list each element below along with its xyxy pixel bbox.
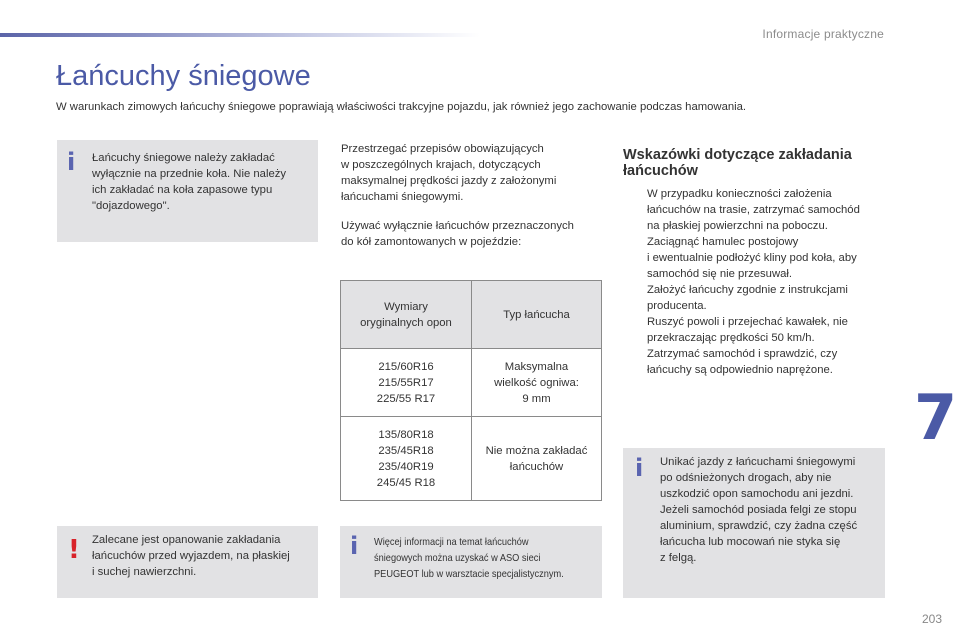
info-box-text: Więcej informacji na temat łańcuchów śniegowych można uzyskać w ASO sieci PEUGEOT lub w warsztacie specjalistycznym. — [374, 536, 564, 580]
table-cell-chain: Nie można zakładać łańcuchów — [472, 417, 602, 501]
list-item: Zatrzymać samochód i sprawdzić, czy łańcuchy są odpowiednio naprężone. — [647, 348, 838, 376]
table-cell-chain: Maksymalna wielkość ogniwa: 9 mm — [472, 349, 602, 417]
table-row — [341, 417, 602, 501]
info-box-more-information — [340, 526, 602, 598]
column-header-tyres: Wymiary oryginalnych opon — [341, 281, 472, 349]
info-icon: i — [635, 454, 644, 482]
info-icon: i — [67, 148, 76, 176]
page-number: 203 — [921, 612, 942, 626]
info-box-alloy-wheels — [623, 448, 885, 598]
warning-box-text: Zalecane jest opanowanie zakładania łańcuchów przed wyjazdem, na płaskiej i suchej nawierzchni. — [92, 534, 290, 578]
info-box-text: Unikać jazdy z łańcuchami śniegowymi po odśnieżonych drogach, aby nie uszkodzić opon samochodu ani jezdni. Jeżeli samochód posiada felgi ze stopu aluminium, sprawdzić, czy żadna część łańcucha lub mocowań nie styka się z felgą. — [660, 456, 858, 564]
list-item: W przypadku konieczności założenia łańcuchów na trasie, zatrzymać samochód na płaskiej powierzchni na poboczu. — [647, 188, 860, 232]
chains-usage-paragraph: Używać wyłącznie łańcuchów przeznaczonych do kół zamontowanych w pojeździe: — [341, 220, 574, 248]
page-title: Łańcuchy śniegowe — [56, 60, 311, 92]
info-icon: i — [350, 532, 359, 560]
warning-icon: ! — [68, 535, 80, 565]
table-cell-tyres: 215/60R16 215/55R17 225/55 R17 — [341, 349, 472, 417]
warning-box — [57, 526, 318, 598]
column-header-chain-type: Typ łańcucha — [472, 281, 602, 349]
list-item: Założyć łańcuchy zgodnie z instrukcjami producenta. — [647, 284, 848, 312]
tips-list — [623, 186, 893, 378]
table-row — [341, 349, 602, 417]
list-item: Ruszyć powoli i przejechać kawałek, nie przekraczając prędkości 50 km/h. — [647, 316, 848, 344]
tips-heading: Wskazówki dotyczące zakładania łańcuchów — [623, 147, 852, 179]
info-box-front-wheels — [57, 140, 318, 242]
section-title: Informacje praktyczne — [762, 27, 884, 41]
tips-list-wrapper — [623, 186, 893, 378]
chapter-number: 7 — [914, 381, 958, 454]
tyre-chain-table-wrapper — [340, 280, 602, 501]
info-box-text: Łańcuchy śniegowe należy zakładać wyłącznie na przednie koła. Nie należy ich zakładać na koła zapasowe typu "dojazdowego". — [92, 152, 287, 212]
tyre-chain-table — [340, 280, 602, 501]
list-item: Zaciągnąć hamulec postojowy i ewentualnie podłożyć kliny pod koła, aby samochód się nie przesuwał. — [647, 236, 857, 280]
speed-regulations-paragraph: Przestrzegać przepisów obowiązujących w poszczególnych krajach, dotyczących maksymalnej prędkości jazdy z założonymi łańcuchami śniegowymi. — [341, 143, 557, 203]
table-header-row — [341, 281, 602, 349]
intro-text: W warunkach zimowych łańcuchy śniegowe poprawiają właściwości trakcyjne pojazdu, jak również jego zachowanie podczas hamowania. — [56, 101, 747, 113]
table-cell-tyres: 135/80R18 235/45R18 235/40R19 245/45 R18 — [341, 417, 472, 501]
header-gradient-bar — [0, 33, 480, 37]
